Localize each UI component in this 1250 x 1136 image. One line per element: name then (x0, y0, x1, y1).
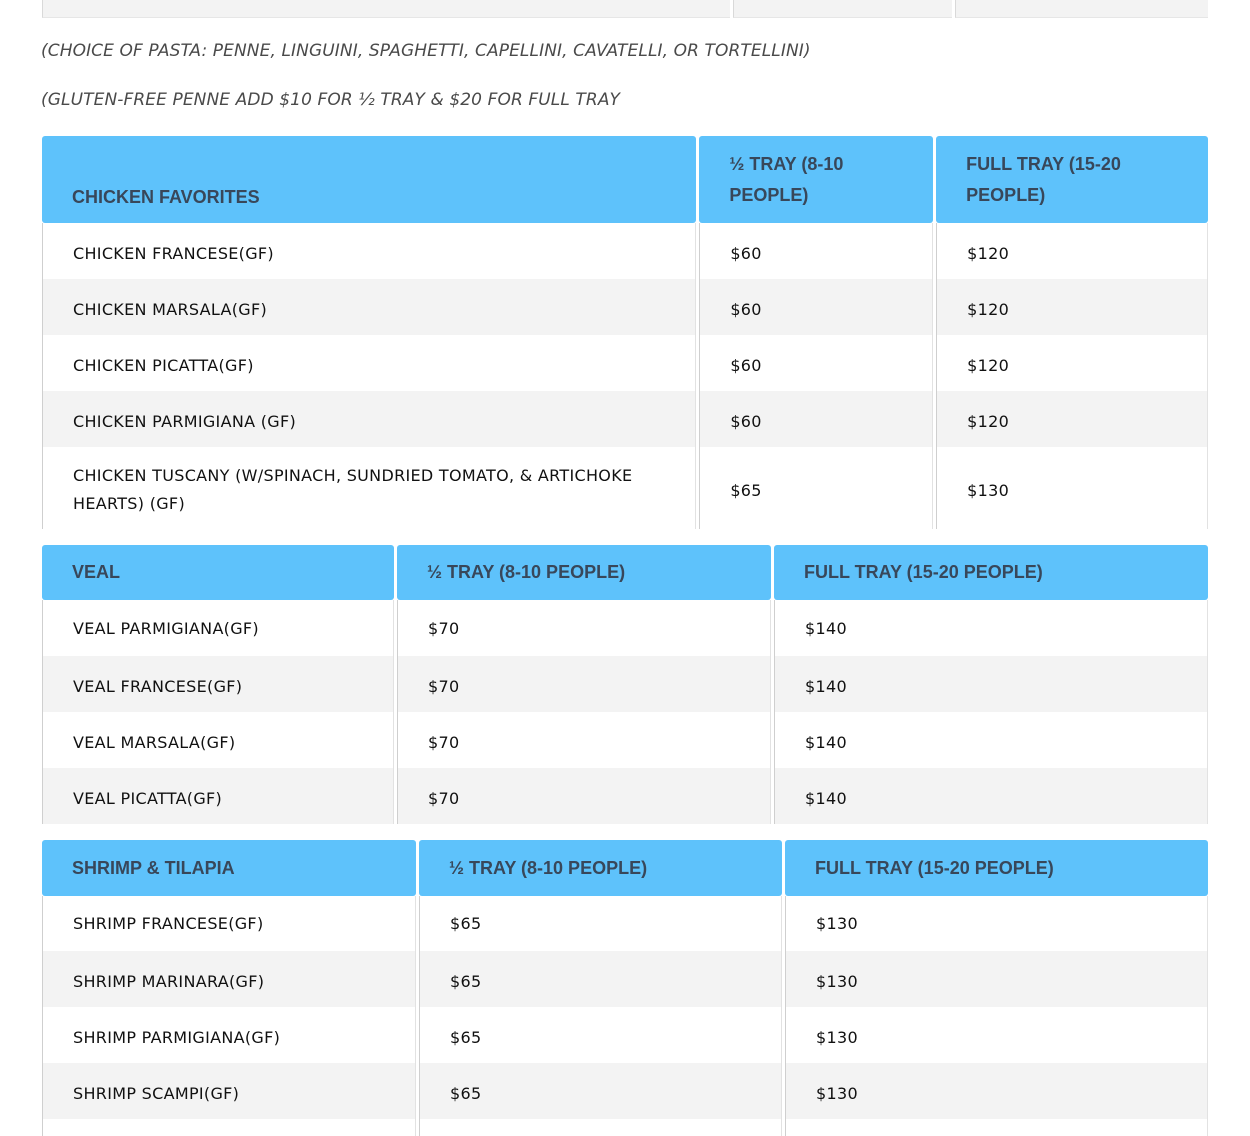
previous-table-last-row (42, 0, 1208, 18)
table-row (42, 395, 1208, 447)
gluten-free-note: (GLUTEN-FREE PENNE ADD $10 FOR ½ TRAY & $20 FOR FULL TRAY (41, 90, 621, 110)
full-tray-price: $130 (936, 451, 1208, 529)
full-tray-price: $120 (936, 283, 1208, 335)
menu-item-name: VEAL PICATTA(GF) (42, 772, 394, 824)
menu-item-name: SHRIMP FRANCESE(GF) (42, 896, 416, 951)
full-tray-price: $120 (936, 395, 1208, 447)
menu-item-name: VEAL FRANCESE(GF) (42, 660, 394, 712)
full-tray-price: $120 (936, 339, 1208, 391)
half-tray-price: $60 (699, 227, 933, 279)
column-header-full-tray: FULL TRAY (15-20 PEOPLE) (936, 136, 1208, 223)
menu-item-name: SHRIMP PARMIGIANA(GF) (42, 1011, 416, 1063)
half-tray-price: $70 (397, 716, 771, 768)
column-header-item: VEAL (42, 545, 394, 600)
column-header-half-tray: ½ TRAY (8-10 PEOPLE) (397, 545, 771, 600)
table-row (42, 772, 1208, 824)
full-tray-price: $140 (774, 660, 1208, 712)
table-row (42, 660, 1208, 712)
full-tray-price: $130 (785, 1067, 1208, 1119)
table-row (42, 1067, 1208, 1119)
half-tray-price: $65 (419, 896, 782, 951)
table-row-partial (42, 1123, 1208, 1136)
half-tray-price: $65 (419, 1011, 782, 1063)
menu-item-name: SHRIMP MARINARA(GF) (42, 955, 416, 1007)
half-tray-price: $70 (397, 660, 771, 712)
column-header-half-tray: ½ TRAY (8-10 PEOPLE) (419, 840, 782, 896)
half-tray-price: $65 (419, 1067, 782, 1119)
menu-item-name: CHICKEN PARMIGIANA (GF) (42, 395, 696, 447)
full-tray-price: $140 (774, 772, 1208, 824)
full-tray-price: $130 (785, 1011, 1208, 1063)
table-row (42, 600, 1208, 656)
pasta-choice-note: (CHOICE OF PASTA: PENNE, LINGUINI, SPAGHETTI, CAPELLINI, CAVATELLI, OR TORTELLINI) (41, 41, 811, 61)
table-row (42, 716, 1208, 768)
half-tray-price: $70 (397, 600, 771, 656)
menu-item-name: CHICKEN TUSCANY (W/SPINACH, SUNDRIED TOMATO, & ARTICHOKE HEARTS) (GF) (42, 451, 696, 529)
table-row (42, 339, 1208, 391)
table-row (42, 451, 1208, 529)
column-header-half-tray: ½ TRAY (8-10 PEOPLE) (699, 136, 933, 223)
full-tray-price: $130 (785, 955, 1208, 1007)
shrimp-tilapia-table (39, 840, 1211, 1136)
half-tray-price: $60 (699, 395, 933, 447)
table-row (42, 227, 1208, 279)
table-header-row (42, 545, 1208, 600)
veal-table (39, 545, 1211, 824)
column-header-item: CHICKEN FAVORITES (42, 136, 696, 223)
column-header-full-tray: FULL TRAY (15-20 PEOPLE) (785, 840, 1208, 896)
menu-item-name: VEAL PARMIGIANA(GF) (42, 600, 394, 656)
table-header-row (42, 840, 1208, 896)
table-header-row (42, 136, 1208, 223)
table-row (42, 1011, 1208, 1063)
menu-item-name: VEAL MARSALA(GF) (42, 716, 394, 768)
full-tray-price: $140 (774, 716, 1208, 768)
full-tray-price: $130 (785, 896, 1208, 951)
column-header-item: SHRIMP & TILAPIA (42, 840, 416, 896)
half-tray-price: $70 (397, 772, 771, 824)
table-row (42, 283, 1208, 335)
chicken-favorites-table (39, 136, 1211, 529)
column-header-full-tray: FULL TRAY (15-20 PEOPLE) (774, 545, 1208, 600)
full-tray-price: $120 (936, 227, 1208, 279)
half-tray-price: $60 (699, 339, 933, 391)
half-tray-price: $65 (699, 451, 933, 529)
full-tray-price: $140 (774, 600, 1208, 656)
menu-item-name: CHICKEN FRANCESE(GF) (42, 227, 696, 279)
menu-item-name: CHICKEN PICATTA(GF) (42, 339, 696, 391)
half-tray-price: $60 (699, 283, 933, 335)
half-tray-price: $65 (419, 955, 782, 1007)
menu-item-name: CHICKEN MARSALA(GF) (42, 283, 696, 335)
table-row (42, 896, 1208, 951)
menu-item-name: SHRIMP SCAMPI(GF) (42, 1067, 416, 1119)
table-row (42, 955, 1208, 1007)
